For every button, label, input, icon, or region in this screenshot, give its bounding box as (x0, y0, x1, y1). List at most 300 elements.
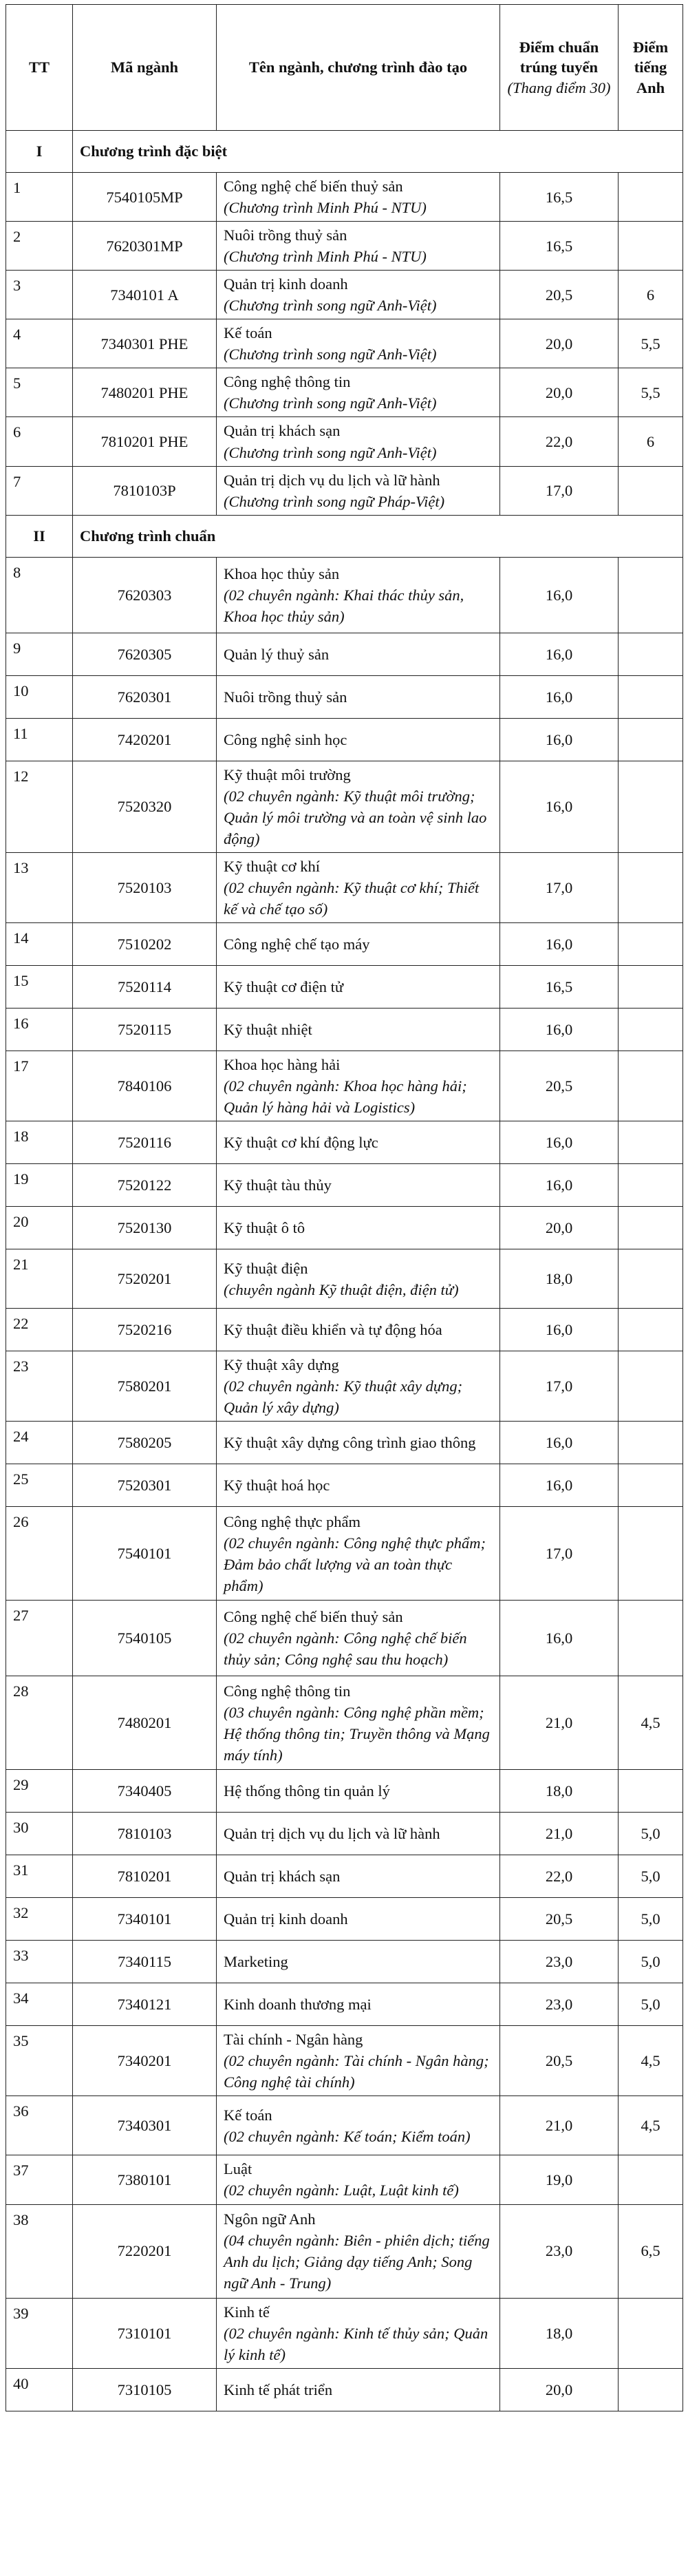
row-number: 14 (6, 922, 73, 965)
program-name-cell (217, 2204, 500, 2298)
table-row (6, 1983, 683, 2026)
program-code: 7620301 (73, 675, 217, 718)
admission-score: 16,5 (500, 965, 619, 1008)
english-score (619, 222, 683, 271)
program-name: Kỹ thuật tàu thủy (224, 1176, 332, 1194)
row-number: 29 (6, 1770, 73, 1813)
table-row (6, 1464, 683, 1507)
english-score (619, 675, 683, 718)
program-code: 7520216 (73, 1309, 217, 1351)
program-name: Công nghệ chế biến thuỷ sản (224, 1608, 403, 1626)
admission-score: 20,0 (500, 2368, 619, 2411)
program-code: 7520116 (73, 1121, 217, 1164)
program-name: Quản trị dịch vụ du lịch và lữ hành (224, 471, 440, 489)
row-number: 16 (6, 1008, 73, 1051)
english-score (619, 2368, 683, 2411)
program-code: 7810201 PHE (73, 417, 217, 466)
admission-score: 16,0 (500, 1464, 619, 1507)
row-number: 38 (6, 2204, 73, 2298)
english-score (619, 173, 683, 222)
english-score (619, 1309, 683, 1351)
program-name-cell (217, 1008, 500, 1051)
program-name-cell (217, 761, 500, 852)
program-name: Nuôi trồng thuỷ sản (224, 688, 347, 706)
english-score: 5,0 (619, 1941, 683, 1983)
row-number: 27 (6, 1601, 73, 1676)
program-note: (02 chuyên ngành: Tài chính - Ngân hàng; Công nghệ tài chính) (224, 2052, 489, 2091)
program-name-cell (217, 368, 500, 417)
table-row (6, 1507, 683, 1601)
program-name: Kỹ thuật nhiệt (224, 1020, 312, 1038)
program-code: 7520201 (73, 1249, 217, 1309)
program-name: Kỹ thuật hoá học (224, 1477, 330, 1495)
header-score-label: Điểm chuẩn trúng tuyển (519, 39, 599, 76)
english-score (619, 1207, 683, 1249)
english-score (619, 557, 683, 633)
table-row (6, 1121, 683, 1164)
table-row (6, 2204, 683, 2298)
section-title: Chương trình chuẩn (73, 515, 683, 557)
program-code: 7620301MP (73, 222, 217, 271)
header-code: Mã ngành (73, 5, 217, 131)
program-name: Luật (224, 2160, 252, 2178)
english-score (619, 2155, 683, 2204)
table-row (6, 466, 683, 515)
admission-score: 16,5 (500, 222, 619, 271)
table-row (6, 319, 683, 368)
row-number: 39 (6, 2298, 73, 2368)
program-code: 7480201 PHE (73, 368, 217, 417)
program-name-cell (217, 1249, 500, 1309)
header-score (500, 5, 619, 131)
program-code: 7340101 (73, 1898, 217, 1941)
english-score (619, 1164, 683, 1207)
header-score-scale: (Thang điểm 30) (507, 78, 611, 96)
table-row (6, 922, 683, 965)
header-tt: TT (6, 5, 73, 131)
program-note: (chuyên ngành Kỹ thuật điện, điện tử) (224, 1280, 459, 1298)
program-name-cell (217, 1601, 500, 1676)
program-name-cell (217, 922, 500, 965)
program-name: Quản lý thuỷ sản (224, 645, 330, 663)
header-name: Tên ngành, chương trình đào tạo (217, 5, 500, 131)
english-score: 6,5 (619, 2204, 683, 2298)
program-note: (Chương trình song ngữ Pháp-Việt) (224, 492, 445, 510)
table-row (6, 1422, 683, 1464)
english-score (619, 1351, 683, 1422)
program-name: Kế toán (224, 324, 272, 342)
english-score: 5,0 (619, 1855, 683, 1898)
row-number: 3 (6, 271, 73, 319)
admission-score: 17,0 (500, 852, 619, 922)
row-number: 15 (6, 965, 73, 1008)
program-name: Kế toán (224, 2106, 272, 2124)
program-code: 7340405 (73, 1770, 217, 1813)
program-note: (Chương trình song ngữ Anh-Việt) (224, 346, 437, 363)
admission-score: 16,0 (500, 1422, 619, 1464)
program-name: Kỹ thuật cơ khí (224, 857, 320, 875)
english-score: 5,0 (619, 1813, 683, 1855)
program-note: (02 chuyên ngành: Luật, Luật kinh tế) (224, 2182, 459, 2199)
table-row (6, 1601, 683, 1676)
english-score (619, 1601, 683, 1676)
english-score: 4,5 (619, 2096, 683, 2155)
table-row (6, 675, 683, 718)
admission-score: 16,0 (500, 557, 619, 633)
program-code: 7340121 (73, 1983, 217, 2026)
program-code: 7420201 (73, 718, 217, 761)
admission-score: 16,0 (500, 633, 619, 675)
admission-score: 23,0 (500, 1983, 619, 2026)
program-name: Công nghệ sinh học (224, 730, 347, 748)
program-code: 7510202 (73, 922, 217, 965)
table-row (6, 271, 683, 319)
program-note: (02 chuyên ngành: Kỹ thuật xây dựng; Quản lý xây dựng) (224, 1377, 463, 1417)
admission-score: 16,0 (500, 922, 619, 965)
program-name: Hệ thống thông tin quản lý (224, 1782, 390, 1800)
section-row (6, 131, 683, 173)
program-code: 7310101 (73, 2298, 217, 2368)
table-row (6, 1855, 683, 1898)
program-name-cell (217, 1309, 500, 1351)
program-name: Công nghệ thực phẩm (224, 1512, 361, 1530)
admission-score: 20,0 (500, 368, 619, 417)
row-number: 21 (6, 1249, 73, 1309)
table-row (6, 1813, 683, 1855)
program-code: 7380101 (73, 2155, 217, 2204)
admission-score: 18,0 (500, 2298, 619, 2368)
row-number: 7 (6, 466, 73, 515)
program-name-cell (217, 271, 500, 319)
table-row (6, 368, 683, 417)
program-name: Marketing (224, 1953, 288, 1971)
row-number: 6 (6, 417, 73, 466)
program-note: (02 chuyên ngành: Khoa học hàng hải; Quản lý hàng hải và Logistics) (224, 1077, 467, 1117)
program-name-cell (217, 466, 500, 515)
program-name: Kỹ thuật xây dựng (224, 1356, 339, 1374)
section-number: I (6, 131, 73, 173)
english-score (619, 1770, 683, 1813)
program-name-cell (217, 319, 500, 368)
program-code: 7520103 (73, 852, 217, 922)
table-row (6, 1008, 683, 1051)
program-note: (02 chuyên ngành: Kinh tế thủy sản; Quản lý kinh tế) (224, 2324, 488, 2363)
english-score (619, 965, 683, 1008)
english-score: 5,0 (619, 1898, 683, 1941)
admission-score: 16,0 (500, 1309, 619, 1351)
program-code: 7340201 (73, 2026, 217, 2096)
program-name-cell (217, 1351, 500, 1422)
program-name-cell (217, 557, 500, 633)
admission-score: 20,0 (500, 319, 619, 368)
row-number: 37 (6, 2155, 73, 2204)
row-number: 1 (6, 173, 73, 222)
program-name: Quản trị khách sạn (224, 422, 341, 440)
program-code: 7620303 (73, 557, 217, 633)
program-note: (04 chuyên ngành: Biên - phiên dịch; tiếng Anh du lịch; Giảng dạy tiếng Anh; Song ngữ Anh - Trung) (224, 2231, 490, 2292)
row-number: 13 (6, 852, 73, 922)
program-name: Ngôn ngữ Anh (224, 2210, 316, 2228)
section-number: II (6, 515, 73, 557)
header-english: Điểm tiếng Anh (619, 5, 683, 131)
program-code: 7520114 (73, 965, 217, 1008)
program-name-cell (217, 1898, 500, 1941)
admission-score: 20,5 (500, 271, 619, 319)
admission-score: 21,0 (500, 1676, 619, 1770)
table-row (6, 222, 683, 271)
program-name-cell (217, 2026, 500, 2096)
admission-score: 16,0 (500, 718, 619, 761)
program-code: 7540105 (73, 1601, 217, 1676)
english-score (619, 466, 683, 515)
row-number: 26 (6, 1507, 73, 1601)
program-name-cell (217, 1507, 500, 1601)
english-score: 5,5 (619, 368, 683, 417)
table-row (6, 1051, 683, 1121)
row-number: 4 (6, 319, 73, 368)
row-number: 12 (6, 761, 73, 852)
english-score (619, 1507, 683, 1601)
program-code: 7520130 (73, 1207, 217, 1249)
admission-score: 22,0 (500, 417, 619, 466)
english-score: 4,5 (619, 2026, 683, 2096)
english-score (619, 2298, 683, 2368)
row-number: 23 (6, 1351, 73, 1422)
row-number: 25 (6, 1464, 73, 1507)
admission-score: 18,0 (500, 1249, 619, 1309)
row-number: 22 (6, 1309, 73, 1351)
row-number: 9 (6, 633, 73, 675)
program-name-cell (217, 1855, 500, 1898)
english-score: 6 (619, 417, 683, 466)
english-score (619, 1121, 683, 1164)
row-number: 20 (6, 1207, 73, 1249)
program-note: (03 chuyên ngành: Công nghệ phần mềm; Hệ thống thông tin; Truyền thông và Mạng máy tính) (224, 1703, 490, 1764)
table-row (6, 417, 683, 466)
program-code: 7540105MP (73, 173, 217, 222)
english-score (619, 761, 683, 852)
row-number: 32 (6, 1898, 73, 1941)
english-score (619, 1464, 683, 1507)
program-note: (Chương trình song ngữ Anh-Việt) (224, 297, 437, 315)
row-number: 40 (6, 2368, 73, 2411)
row-number: 8 (6, 557, 73, 633)
table-row (6, 1770, 683, 1813)
program-name-cell (217, 965, 500, 1008)
row-number: 2 (6, 222, 73, 271)
row-number: 36 (6, 2096, 73, 2155)
english-score: 6 (619, 271, 683, 319)
program-name: Tài chính - Ngân hàng (224, 2031, 363, 2049)
table-row (6, 1941, 683, 1983)
program-name-cell (217, 633, 500, 675)
program-name-cell (217, 173, 500, 222)
table-row (6, 173, 683, 222)
program-name: Kỹ thuật môi trường (224, 766, 351, 783)
program-name-cell (217, 2096, 500, 2155)
program-name: Khoa học hàng hải (224, 1055, 341, 1073)
table-row (6, 557, 683, 633)
admission-score: 17,0 (500, 466, 619, 515)
program-note: (Chương trình song ngữ Anh-Việt) (224, 394, 437, 412)
program-name: Công nghệ chế biến thuỷ sản (224, 178, 403, 195)
program-note: (Chương trình Minh Phú - NTU) (224, 248, 427, 266)
admission-score: 17,0 (500, 1507, 619, 1601)
table-row (6, 2155, 683, 2204)
program-code: 7340115 (73, 1941, 217, 1983)
row-number: 17 (6, 1051, 73, 1121)
english-score (619, 1249, 683, 1309)
admission-score: 23,0 (500, 1941, 619, 1983)
program-code: 7810103 (73, 1813, 217, 1855)
program-note: (02 chuyên ngành: Công nghệ chế biến thủy sản; Công nghệ sau thu hoạch) (224, 1629, 467, 1669)
row-number: 35 (6, 2026, 73, 2096)
program-name-cell (217, 2155, 500, 2204)
row-number: 28 (6, 1676, 73, 1770)
admission-score: 19,0 (500, 2155, 619, 2204)
program-note: (02 chuyên ngành: Khai thác thủy sản, Khoa học thủy sản) (224, 586, 464, 625)
table-body (6, 131, 683, 2411)
admission-score: 16,0 (500, 1164, 619, 1207)
program-code: 7220201 (73, 2204, 217, 2298)
admission-score: 20,5 (500, 1898, 619, 1941)
program-name-cell (217, 718, 500, 761)
table-header-row (6, 5, 683, 131)
program-name-cell (217, 1207, 500, 1249)
program-name-cell (217, 417, 500, 466)
program-name: Quản trị khách sạn (224, 1868, 341, 1886)
program-code: 7340301 PHE (73, 319, 217, 368)
program-name: Công nghệ thông tin (224, 373, 351, 391)
admission-score: 16,0 (500, 1008, 619, 1051)
program-name-cell (217, 1813, 500, 1855)
table-row (6, 852, 683, 922)
admission-score: 16,0 (500, 1121, 619, 1164)
table-row (6, 1207, 683, 1249)
program-name-cell (217, 2368, 500, 2411)
program-name: Quản trị kinh doanh (224, 275, 348, 293)
program-name: Khoa học thủy sản (224, 564, 340, 582)
english-score: 5,5 (619, 319, 683, 368)
section-row (6, 515, 683, 557)
program-name: Nuôi trồng thuỷ sản (224, 226, 347, 244)
program-code: 7480201 (73, 1676, 217, 1770)
admission-score: 18,0 (500, 1770, 619, 1813)
program-code: 7520115 (73, 1008, 217, 1051)
table-row (6, 1164, 683, 1207)
program-code: 7540101 (73, 1507, 217, 1601)
row-number: 5 (6, 368, 73, 417)
program-code: 7520122 (73, 1164, 217, 1207)
table-row (6, 1351, 683, 1422)
program-name-cell (217, 222, 500, 271)
table-row (6, 2298, 683, 2368)
program-code: 7580201 (73, 1351, 217, 1422)
program-note: (02 chuyên ngành: Kỹ thuật môi trường; Quản lý môi trường và an toàn vệ sinh lao động) (224, 787, 487, 847)
section-title: Chương trình đặc biệt (73, 131, 683, 173)
english-score (619, 633, 683, 675)
program-name: Công nghệ chế tạo máy (224, 935, 370, 953)
program-code: 7810103P (73, 466, 217, 515)
admission-score: 17,0 (500, 1351, 619, 1422)
admission-score: 22,0 (500, 1855, 619, 1898)
program-name-cell (217, 1770, 500, 1813)
row-number: 30 (6, 1813, 73, 1855)
program-note: (02 chuyên ngành: Công nghệ thực phẩm; Đảm bảo chất lượng và an toàn thực phẩm) (224, 1534, 486, 1594)
admission-score: 20,0 (500, 1207, 619, 1249)
program-code: 7840106 (73, 1051, 217, 1121)
program-code: 7340301 (73, 2096, 217, 2155)
program-name: Công nghệ thông tin (224, 1682, 351, 1700)
table-row (6, 633, 683, 675)
program-name-cell (217, 852, 500, 922)
table-row (6, 965, 683, 1008)
admission-score: 21,0 (500, 2096, 619, 2155)
program-code: 7520301 (73, 1464, 217, 1507)
program-note: (Chương trình song ngữ Anh-Việt) (224, 443, 437, 461)
table-row (6, 2368, 683, 2411)
program-name: Kỹ thuật ô tô (224, 1219, 305, 1237)
program-code: 7620305 (73, 633, 217, 675)
program-name: Kỹ thuật xây dựng công trình giao thông (224, 1434, 476, 1452)
english-score (619, 922, 683, 965)
table-row (6, 2096, 683, 2155)
admission-score: 16,0 (500, 675, 619, 718)
program-code: 7580205 (73, 1422, 217, 1464)
row-number: 24 (6, 1422, 73, 1464)
table-row (6, 718, 683, 761)
admission-score: 16,0 (500, 761, 619, 852)
english-score: 5,0 (619, 1983, 683, 2026)
program-name: Quản trị dịch vụ du lịch và lữ hành (224, 1825, 440, 1843)
program-name-cell (217, 1464, 500, 1507)
table-row (6, 761, 683, 852)
program-name-cell (217, 1983, 500, 2026)
program-code: 7310105 (73, 2368, 217, 2411)
english-score (619, 718, 683, 761)
program-name: Kinh doanh thương mại (224, 1996, 372, 2014)
program-name-cell (217, 2298, 500, 2368)
program-name: Quản trị kinh doanh (224, 1910, 348, 1928)
program-name: Kỹ thuật cơ điện tử (224, 978, 344, 995)
admission-score: 20,5 (500, 1051, 619, 1121)
row-number: 31 (6, 1855, 73, 1898)
admission-score: 16,5 (500, 173, 619, 222)
program-name-cell (217, 1121, 500, 1164)
program-note: (02 chuyên ngành: Kỹ thuật cơ khí; Thiết kế và chế tạo số) (224, 878, 480, 918)
admission-score: 16,0 (500, 1601, 619, 1676)
program-name: Kỹ thuật điều khiển và tự động hóa (224, 1321, 442, 1339)
program-name-cell (217, 1941, 500, 1983)
program-code: 7340101 A (73, 271, 217, 319)
program-name: Kỹ thuật cơ khí động lực (224, 1134, 378, 1152)
row-number: 19 (6, 1164, 73, 1207)
table-row (6, 1898, 683, 1941)
english-score (619, 1422, 683, 1464)
english-score (619, 1008, 683, 1051)
program-code: 7810201 (73, 1855, 217, 1898)
program-name: Kỹ thuật điện (224, 1259, 308, 1277)
program-name: Kinh tế phát triển (224, 2380, 333, 2398)
table-row (6, 1249, 683, 1309)
english-score (619, 1051, 683, 1121)
table-row (6, 1309, 683, 1351)
row-number: 34 (6, 1983, 73, 2026)
row-number: 18 (6, 1121, 73, 1164)
program-name-cell (217, 675, 500, 718)
program-code: 7520320 (73, 761, 217, 852)
table-row (6, 1676, 683, 1770)
